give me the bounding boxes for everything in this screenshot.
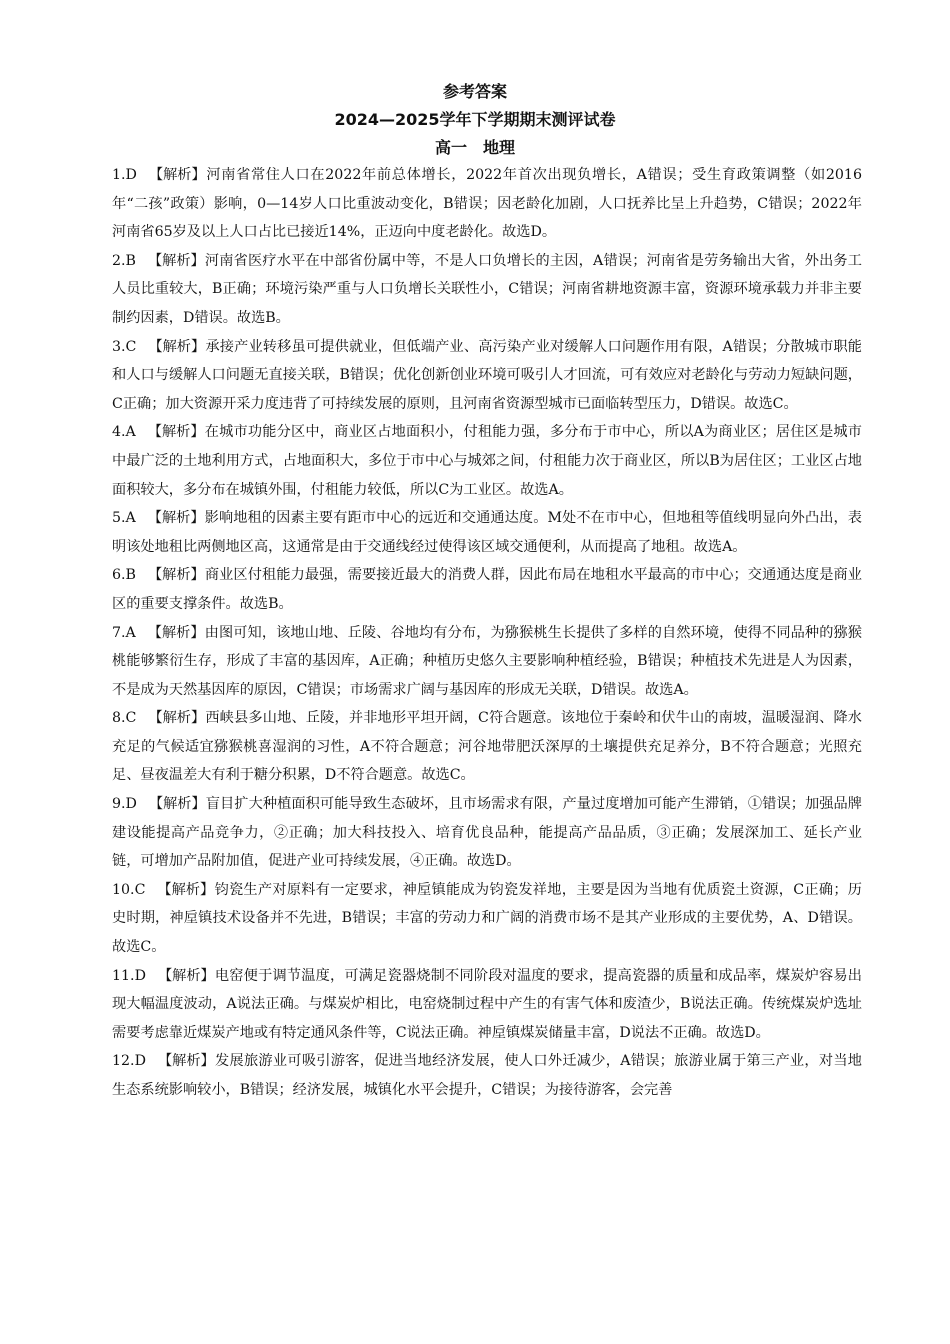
answer-item-10 <box>112 876 862 962</box>
analysis-tag: 【解析】 <box>148 710 206 727</box>
answer-explanation: 河南省常住人口在2022年前总体增长，2022年首次出现负增长，A错误；受生育政策调整（如2016年“二孩”政策）影响，0—14岁人口比重波动变化，B错误；因老龄化加剧，人口抚养比呈上升趋势，C错误；2022年河南省65岁及以上人口占比已接近14%，正迈向中度老龄化。故选D。 <box>112 167 862 241</box>
answer-number: 6.B <box>112 567 136 584</box>
analysis-tag: 【解析】 <box>157 881 215 898</box>
answer-item-11 <box>112 962 862 1048</box>
analysis-tag: 【解析】 <box>148 167 206 183</box>
answer-item-4 <box>112 418 862 504</box>
exam-title: 2024—2025学年下学期期末测评试卷 <box>334 110 616 129</box>
answer-explanation: 商业区付租能力最强，需要接近最大的消费人群，因此布局在地租水平最高的市中心；交通通达度是商业区的重要支撑条件。故选B。 <box>112 567 862 612</box>
answer-item-12 <box>112 1047 862 1104</box>
document-header <box>0 78 950 162</box>
answer-explanation: 钧瓷生产对原料有一定要求，神垕镇能成为钧瓷发祥地，主要是因为当地有优质瓷土资源，C正确；历史时期，神垕镇技术设备并不先进，B错误；丰富的劳动力和广阔的消费市场不是其产业形成的主要优势，A、D错误。故选C。 <box>112 881 862 956</box>
answer-explanation: 发展旅游业可吸引游客，促进当地经济发展，使人口外迁减少，A错误；旅游业属于第三产业，对当地生态系统影响较小，B错误；经济发展，城镇化水平会提升，C错误；为接待游客，会完善 <box>112 1053 862 1098</box>
analysis-tag: 【解析】 <box>147 252 205 269</box>
answer-explanation: 影响地租的因素主要有距市中心的远近和交通通达度。M处不在市中心，但地租等值线明显向外凸出，表明该处地租比两侧地区高，这通常是由于交通线经过使得该区域交通便利，从而提高了地租。故选A。 <box>112 510 862 555</box>
answer-number: 11.D <box>112 967 146 984</box>
answer-item-7 <box>112 619 862 705</box>
answer-number: 10.C <box>112 881 146 898</box>
answer-item-9 <box>112 790 862 876</box>
analysis-tag: 【解析】 <box>157 967 215 984</box>
answer-item-5 <box>112 504 862 561</box>
analysis-tag: 【解析】 <box>147 510 205 527</box>
answer-explanation: 电窑便于调节温度，可满足瓷器烧制不同阶段对温度的要求，提高瓷器的质量和成品率，煤炭炉容易出现大幅温度波动，A说法正确。与煤炭炉相比，电窑烧制过程中产生的有害气体和废渣少，B说法正确。传统煤炭炉选址需要考虑靠近煤炭产地或有特定通风条件等，C说法正确。神垕镇煤炭储量丰富，D说法不正确。故选D。 <box>112 967 862 1041</box>
answer-item-8 <box>112 704 862 790</box>
answer-item-2 <box>112 247 862 333</box>
answer-number: 9.D <box>112 796 137 813</box>
answer-number: 12.D <box>112 1053 146 1070</box>
answer-number: 5.A <box>112 510 136 527</box>
analysis-tag: 【解析】 <box>147 567 205 584</box>
answer-number: 3.C <box>112 338 137 355</box>
analysis-tag: 【解析】 <box>148 338 206 355</box>
doc-title: 参考答案 <box>442 82 507 101</box>
answer-number: 1.D <box>112 167 137 183</box>
analysis-tag: 【解析】 <box>157 1053 215 1070</box>
answer-explanation: 承接产业转移虽可提供就业，但低端产业、高污染产业对缓解人口问题作用有限，A错误；分散城市职能和人口与缓解人口问题无直接关联，B错误；优化创新创业环境可吸引人才回流，可有效应对老龄化与劳动力短缺问题，C正确；加大资源开采力度违背了可持续发展的原则，且河南省资源型城市已面临转型压力，D错误。故选C。 <box>112 338 862 412</box>
subject-title: 高一 地理 <box>434 138 515 157</box>
analysis-tag: 【解析】 <box>147 624 205 641</box>
answer-explanation: 河南省医疗水平在中部省份属中等，不是人口负增长的主因，A错误；河南省是劳务输出大省，外出务工人员比重较大，B正确；环境污染严重与人口负增长关联性小，C错误；河南省耕地资源丰富，资源环境承载力并非主要制约因素，D错误。故选B。 <box>112 252 862 326</box>
answer-item-6 <box>112 561 862 618</box>
answer-item-3 <box>112 333 862 419</box>
answer-explanation: 西峡县多山地、丘陵，并非地形平坦开阔，C符合题意。该地位于秦岭和伏牛山的南坡，温暖湿润、降水充足的气候适宜猕猴桃喜湿润的习性，A不符合题意；河谷地带肥沃深厚的土壤提供充足养分，B不符合题意；光照充足、昼夜温差大有利于糖分积累，D不符合题意。故选C。 <box>112 710 862 784</box>
analysis-tag: 【解析】 <box>148 796 206 813</box>
answer-explanation: 盲目扩大种植面积可能导致生态破坏，且市场需求有限，产量过度增加可能产生滞销，①错误；加强品牌建设能提高产品竞争力，②正确；加大科技投入、培育优良品种，能提高产品品质，③正确；发展深加工、延长产业链，可增加产品附加值，促进产业可持续发展，④正确。故选D。 <box>112 796 862 870</box>
answer-number: 2.B <box>112 252 136 269</box>
answer-explanation: 由图可知，该地山地、丘陵、谷地均有分布，为猕猴桃生长提供了多样的自然环境，使得不同品种的猕猴桃能够繁衍生存，形成了丰富的基因库，A正确；种植历史悠久主要影响种植经验，B错误；种植技术先进是人为因素，不是成为天然基因库的原因，C错误；市场需求广阔与基因库的形成无关联，D错误。故选A。 <box>112 624 862 698</box>
answer-explanation: 在城市功能分区中，商业区占地面积小，付租能力强，多分布于市中心，所以A为商业区；居住区是城市中最广泛的土地利用方式，占地面积大，多位于市中心与城郊之间，付租能力次于商业区，所以B为居住区；工业区占地面积较大，多分布在城镇外围，付租能力较低，所以C为工业区。故选A。 <box>112 424 862 498</box>
answer-list <box>112 161 862 1105</box>
answer-number: 4.A <box>112 424 136 441</box>
analysis-tag: 【解析】 <box>147 424 205 441</box>
answer-item-1 <box>112 161 862 247</box>
answer-number: 8.C <box>112 710 137 727</box>
answer-number: 7.A <box>112 624 136 641</box>
